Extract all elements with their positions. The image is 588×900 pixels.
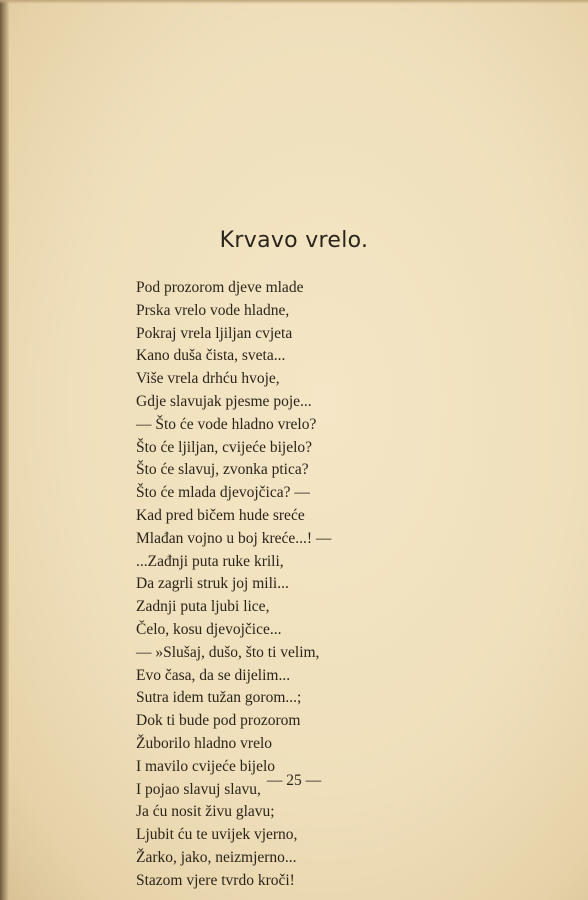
poem-line: I mavilo cvijeće bijelo (136, 757, 276, 775)
poem-line: I pojao slavuj slavu, (136, 780, 261, 798)
poem-line: Žarko, jako, neizmjerno... (136, 848, 297, 866)
poem-line: — »Slušaj, dušo, što ti velim, (136, 643, 320, 661)
poem-line: Kano duša čista, sveta... (136, 347, 286, 365)
poem-line: Kad pred bičem hude sreće (136, 506, 305, 524)
poem-line: Što će slavuj, zvonka ptica? (136, 461, 309, 479)
poem-line: Čelo, kosu djevojčice... (136, 620, 282, 638)
page-binding-edge (0, 0, 9, 900)
poem-line: Prska vrelo vode hladne, (136, 301, 290, 319)
poem-line: Pokraj vrela ljiljan cvjeta (136, 324, 293, 342)
poem-title: Krvavo vrelo. (219, 228, 369, 253)
poem-line: Ja ću nosit živu glavu; (136, 803, 275, 821)
poem-line: Što će mlada djevojčica? — (136, 484, 310, 502)
poem-line: Mlađan vojno u boj kreće...! — (136, 529, 332, 547)
poem-line: Gdje slavujak pjesme poje... (136, 392, 312, 410)
poem-line: Žuborilo hladno vrelo (136, 734, 273, 752)
page-number: — 25 — (266, 772, 322, 789)
poem-line: Što će ljiljan, cvijeće bijelo? (136, 438, 313, 456)
poem-line: Više vrela drhću hvoje, (136, 370, 280, 388)
poem-line: Ljubit ću te uvijek vjerno, (136, 826, 298, 844)
poem-line: Sutra idem tužan gorom...; (136, 689, 302, 707)
poem-line: Evo časa, da se dijelim... (136, 666, 291, 684)
poem-text (136, 277, 436, 893)
poem-line: ...Zađnji puta ruke krili, (136, 552, 284, 570)
poem-line: Pod prozorom djeve mlade (136, 279, 304, 296)
page-top-edge (0, 0, 588, 4)
poem-line: Stazom vjere tvrdo kroči! (136, 871, 295, 889)
poem-line: — Što će vode hladno vrelo? (136, 415, 317, 433)
poem-line: Dok ti bude pod prozorom (136, 712, 301, 730)
poem-line: Da zagrli struk joj mili... (136, 575, 289, 593)
poem-line: Zadnji puta ljubi lice, (136, 598, 270, 616)
